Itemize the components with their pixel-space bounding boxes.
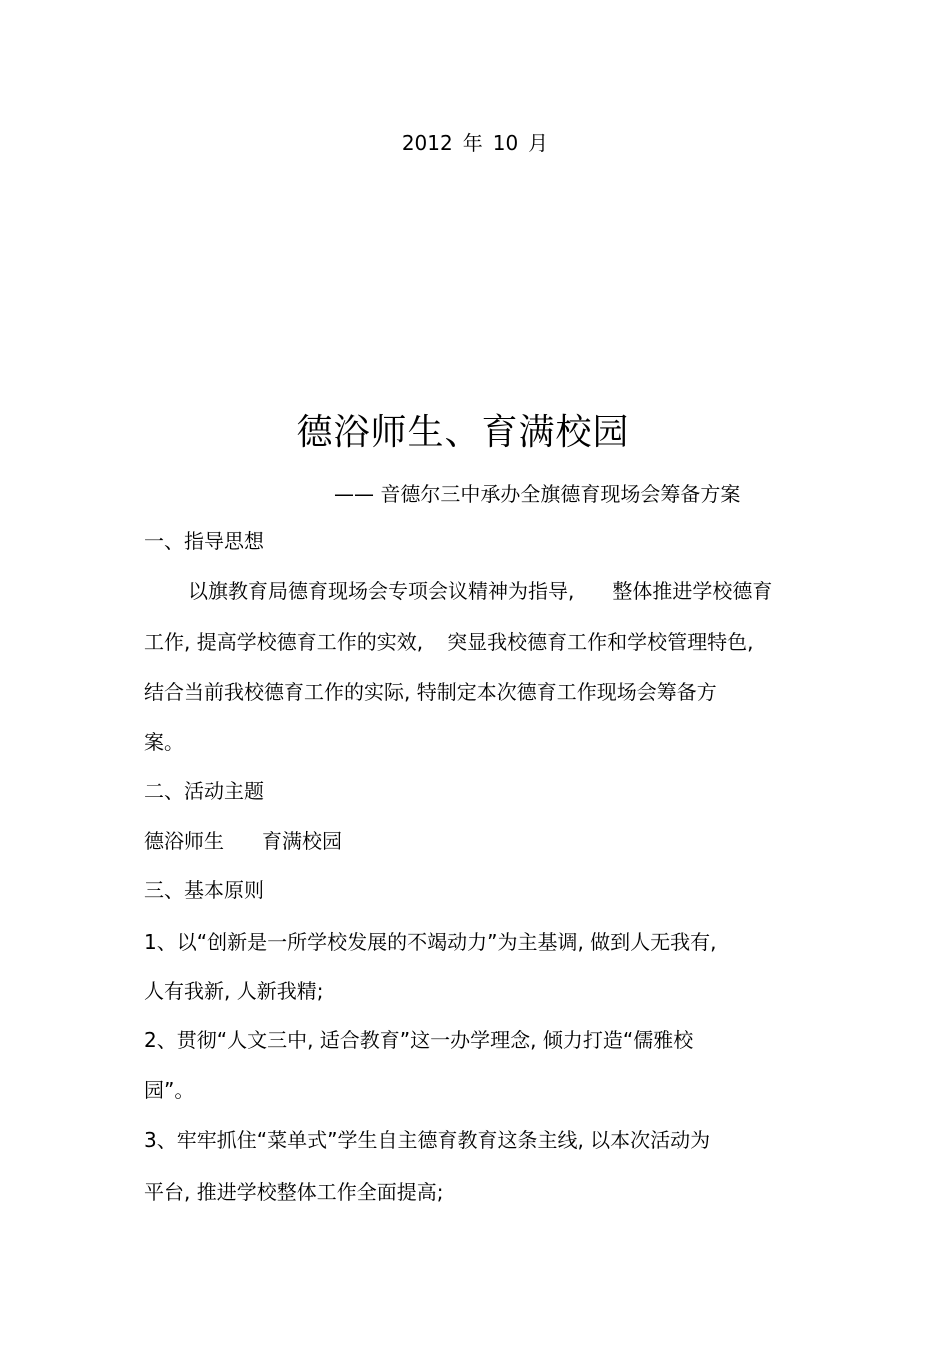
document-title: 德浴师生、育满校园: [296, 412, 630, 453]
paragraph-line: 案。: [144, 730, 184, 754]
paragraph-line-part: 整体推进学校德育: [612, 579, 773, 603]
theme-part: 育满校园: [262, 829, 342, 853]
paragraph-line: [144, 630, 753, 654]
principle-item-line: 园”。: [144, 1078, 195, 1102]
principle-item-line: 1、以“创新是一所学校发展的不竭动力”为主基调, 做到人无我有,: [144, 930, 717, 954]
section-heading-basic-principles: 三、基本原则: [144, 878, 264, 902]
principle-item-line: 3、牢牢抓住“菜单式”学生自主德育教育这条主线, 以本次活动为: [144, 1128, 711, 1152]
date-month: 10: [492, 131, 519, 155]
activity-theme: [144, 829, 342, 853]
paragraph-line: [188, 579, 772, 603]
paragraph-line-part: 工作, 提高学校德育工作的实效,: [144, 630, 424, 654]
principle-item-line: 平台, 推进学校整体工作全面提高;: [144, 1180, 444, 1204]
date-year-unit: 年: [462, 131, 483, 155]
paragraph-line-part: 以旗教育局德育现场会专项会议精神为指导,: [188, 579, 575, 603]
paragraph-line-part: 突显我校德育工作和学校管理特色,: [447, 630, 754, 654]
section-heading-activity-theme: 二、活动主题: [144, 779, 264, 803]
document-subtitle: —— 音德尔三中承办全旗德育现场会筹备方案: [334, 482, 741, 506]
document-date: [0, 131, 950, 155]
principle-item-line: 2、贯彻“人文三中, 适合教育”这一办学理念, 倾力打造“儒雅校: [144, 1028, 694, 1052]
principle-item-line: 人有我新, 人新我精;: [144, 979, 324, 1003]
theme-part: 德浴师生: [144, 829, 224, 853]
paragraph-line: 结合当前我校德育工作的实际, 特制定本次德育工作现场会筹备方: [144, 680, 717, 704]
date-year: 2012: [401, 131, 453, 155]
section-heading-guiding-ideology: 一、指导思想: [144, 529, 264, 553]
date-month-unit: 月: [528, 131, 549, 155]
